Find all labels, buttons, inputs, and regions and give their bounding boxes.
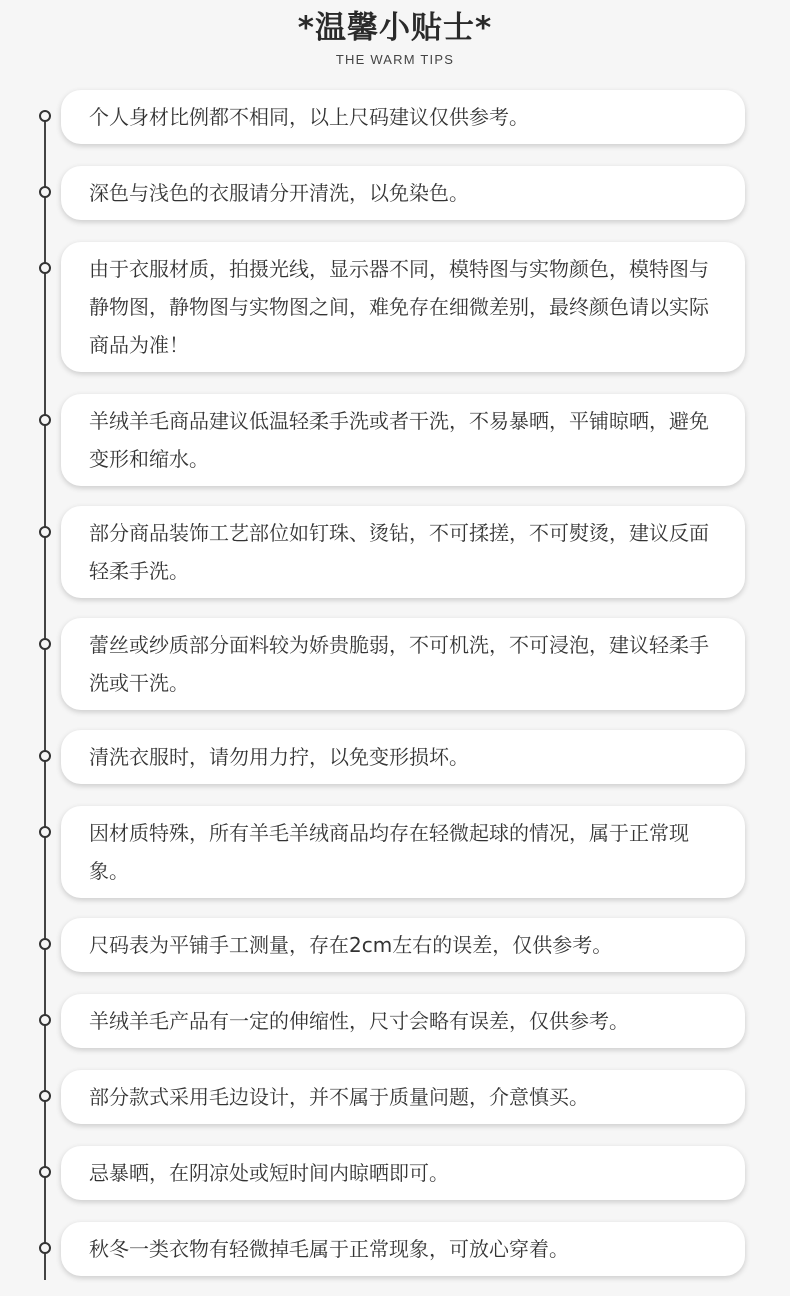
tip-text: 羊绒羊毛产品有一定的伸缩性，尺寸会略有误差，仅供参考。: [89, 1009, 629, 1033]
header: [0, 6, 790, 68]
timeline-dot: [39, 938, 51, 950]
tip-card: [61, 806, 745, 898]
tip-text: 羊绒羊毛商品建议低温轻柔手洗或者干洗，不易暴晒，平铺晾晒，避免变形和缩水。: [89, 409, 709, 471]
tip-card: [61, 394, 745, 486]
tip-text: 个人身材比例都不相同，以上尺码建议仅供参考。: [89, 105, 529, 129]
timeline-dot: [39, 110, 51, 122]
tip-text: 部分款式采用毛边设计，并不属于质量问题，介意慎买。: [89, 1085, 589, 1109]
timeline-dot: [39, 638, 51, 650]
tip-card: [61, 506, 745, 598]
tip-text: 部分商品装饰工艺部位如钉珠、烫钻，不可揉搓，不可熨烫，建议反面轻柔手洗。: [89, 521, 709, 583]
tip-card: [61, 242, 745, 372]
timeline-dot: [39, 826, 51, 838]
page-title: *温馨小贴士*: [297, 10, 493, 46]
timeline-dot: [39, 414, 51, 426]
tip-text: 深色与浅色的衣服请分开清洗，以免染色。: [89, 181, 469, 205]
tip-card: [61, 90, 745, 144]
tip-card: [61, 994, 745, 1048]
timeline-dot: [39, 1090, 51, 1102]
page-subtitle: THE WARM TIPS: [335, 52, 455, 67]
timeline-dot: [39, 1166, 51, 1178]
tip-text: 清洗衣服时，请勿用力拧，以免变形损坏。: [89, 745, 469, 769]
tip-text: 忌暴晒，在阴凉处或短时间内晾晒即可。: [89, 1161, 449, 1185]
tip-card: [61, 618, 745, 710]
tip-card: [61, 166, 745, 220]
timeline-dot: [39, 1014, 51, 1026]
tip-card: [61, 1146, 745, 1200]
timeline-dot: [39, 526, 51, 538]
tip-card: [61, 1222, 745, 1276]
tip-text: 尺码表为平铺手工测量，存在2cm左右的误差，仅供参考。: [89, 933, 613, 957]
timeline-line: [44, 116, 46, 1280]
tip-text: 因材质特殊，所有羊毛羊绒商品均存在轻微起球的情况，属于正常现象。: [89, 821, 689, 883]
tip-card: [61, 1070, 745, 1124]
timeline-dot: [39, 262, 51, 274]
timeline-dot: [39, 1242, 51, 1254]
timeline-dot: [39, 750, 51, 762]
tip-text: 蕾丝或纱质部分面料较为娇贵脆弱，不可机洗，不可浸泡，建议轻柔手洗或干洗。: [89, 633, 709, 695]
tip-text: 秋冬一类衣物有轻微掉毛属于正常现象，可放心穿着。: [89, 1237, 569, 1261]
tip-card: [61, 730, 745, 784]
tip-text: 由于衣服材质，拍摄光线，显示器不同，模特图与实物颜色，模特图与静物图，静物图与实物图之间，难免存在细微差别，最终颜色请以实际商品为准！: [89, 257, 709, 357]
tip-card: [61, 918, 745, 972]
timeline-dot: [39, 186, 51, 198]
